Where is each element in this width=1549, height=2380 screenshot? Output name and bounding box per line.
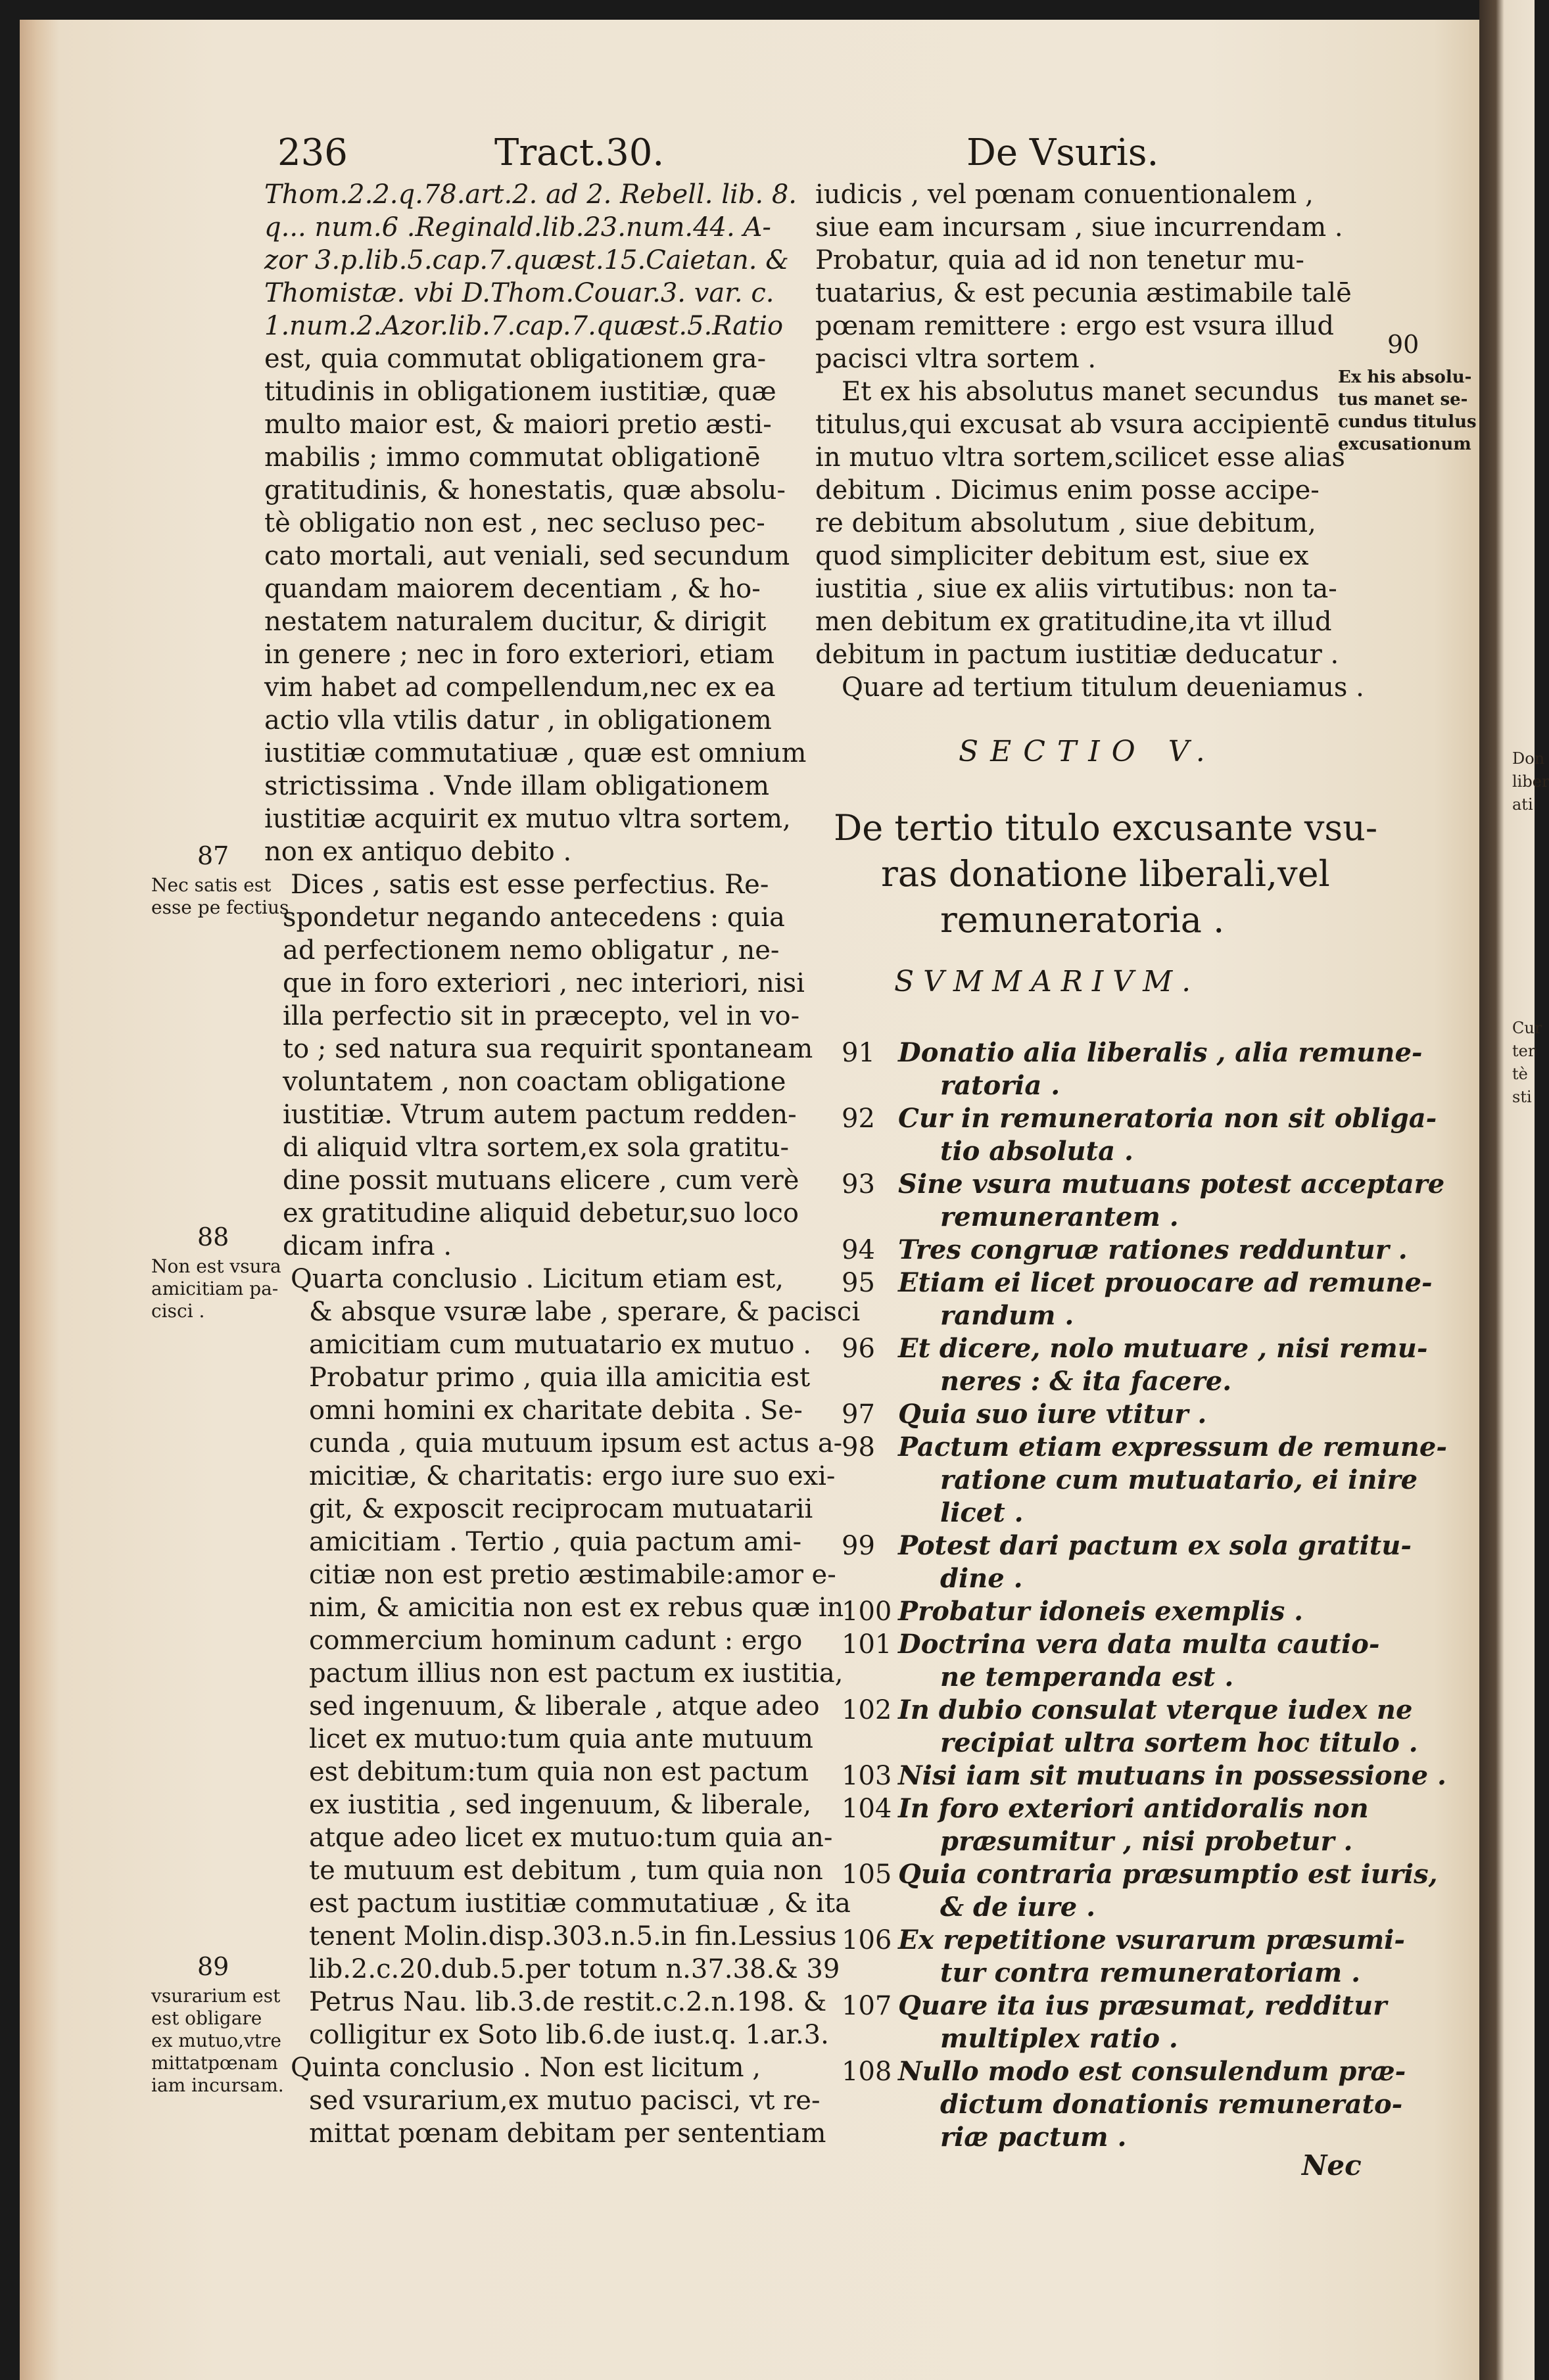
left-text-line: nestatem naturalem ducitur, & dirigit xyxy=(264,607,767,637)
left-text-line: spondetur negando antecedens : quia xyxy=(283,902,785,933)
gutter-fragment: Cur xyxy=(1512,1019,1542,1037)
right-text-line: Quare ad tertium titulum deueniamus . xyxy=(842,672,1364,703)
margin-note-line: tus manet se- xyxy=(1338,390,1468,409)
left-text-line: lib.2.c.20.dub.5.per totum n.37.38.& 39 xyxy=(309,1954,840,1984)
left-text-line: quandam maiorem decentiam , & ho- xyxy=(264,574,761,604)
right-text-line: re debitum absolutum , siue debitum, xyxy=(815,508,1316,538)
left-text-line: tè obligatio non est , nec secluso pec- xyxy=(264,508,765,538)
left-text-line: ex iustitia , sed ingenuum, & liberale, xyxy=(309,1790,812,1820)
summarium-label: SVMMARIVM. xyxy=(894,965,1201,998)
left-text-line: Dices , satis est esse perfectius. Re- xyxy=(291,870,769,900)
right-text-line: quod simpliciter debitum est, siue ex xyxy=(815,541,1309,571)
next-page-gutter xyxy=(1479,0,1549,2380)
summarium-number: 101 xyxy=(842,1629,892,1660)
left-text-line: Quinta conclusio . Non est licitum , xyxy=(291,2053,761,2083)
summarium-number: 98 xyxy=(842,1432,875,1462)
summarium-line: Pactum etiam expressum de remune- xyxy=(898,1432,1447,1462)
summarium-line: licet . xyxy=(940,1497,1024,1528)
left-text-line: nim, & amicitia non est ex rebus quæ in xyxy=(309,1593,844,1623)
left-text-line: commercium hominum cadunt : ergo xyxy=(309,1625,803,1656)
summarium-number: 106 xyxy=(842,1925,892,1955)
right-text-line: pacisci vltra sortem . xyxy=(815,344,1097,374)
left-text-line: 1.num.2.Azor.lib.7.cap.7.quæst.5.Ratio xyxy=(264,311,784,341)
right-text-line: titulus,qui excusat ab vsura accipientē xyxy=(815,409,1330,440)
left-text-line: mittat pœnam debitam per sententiam xyxy=(309,2118,826,2149)
summarium-line: Sine vsura mutuans potest acceptare xyxy=(898,1169,1445,1200)
left-text-line: Quarta conclusio . Licitum etiam est, xyxy=(291,1264,784,1294)
summarium-line: multiplex ratio . xyxy=(940,2023,1178,2054)
left-text-line: illa perfectio sit in præcepto, vel in vo- xyxy=(283,1001,800,1031)
summarium-line: riæ pactum . xyxy=(940,2122,1127,2153)
left-text-line: titudinis in obligationem iustitiæ, quæ xyxy=(264,377,776,407)
left-text-line: vim habet ad compellendum,nec ex ea xyxy=(264,672,776,703)
margin-note-line: Ex his absolu- xyxy=(1338,367,1472,387)
left-text-line: atque adeo licet ex mutuo:tum quia an- xyxy=(309,1823,833,1853)
summarium-line: Etiam ei licet prouocare ad remune- xyxy=(898,1267,1433,1298)
right-text-line: iudicis , vel pœnam conuentionalem , xyxy=(815,179,1314,210)
left-text-line: iustitiæ commutatiuæ , quæ est omnium xyxy=(264,738,807,768)
summarium-line: Doctrina vera data multa cautio- xyxy=(898,1629,1380,1660)
margin-note-line: Non est vsura xyxy=(151,1255,281,1277)
summarium-line: Nisi iam sit mutuans in possessione . xyxy=(898,1760,1446,1791)
left-text-line: git, & exposcit reciprocam mutuatarii xyxy=(309,1494,813,1524)
left-text-line: strictissima . Vnde illam obligationem xyxy=(264,771,770,801)
left-text-line: voluntatem , non coactam obligatione xyxy=(283,1067,786,1097)
gutter-fragment: ter xyxy=(1512,1042,1536,1060)
left-text-line: citiæ non est pretio æstimabile:amor e- xyxy=(309,1560,836,1590)
left-text-line: micitiæ, & charitatis: ergo iure suo exi- xyxy=(309,1461,836,1491)
gutter-fragment: ati xyxy=(1512,795,1533,814)
left-text-line: omni homini ex charitate debita . Se- xyxy=(309,1395,803,1426)
margin-note-line: cundus titulus xyxy=(1338,412,1477,432)
section-label: SECTIO V. xyxy=(959,735,1217,768)
right-text-line: debitum . Dicimus enim posse accipe- xyxy=(815,475,1320,505)
left-text-line: est debitum:tum quia non est pactum xyxy=(309,1757,809,1787)
section-title-line: remuneratoria . xyxy=(940,899,1225,941)
left-text-line: non ex antiquo debito . xyxy=(264,837,572,867)
margin-note-line: est obligare xyxy=(151,2007,262,2029)
summarium-line: Tres congruæ rationes redduntur . xyxy=(898,1234,1408,1265)
summarium-line: In dubio consulat vterque iudex ne xyxy=(898,1694,1413,1725)
summarium-line: Quia suo iure vtitur . xyxy=(898,1399,1207,1430)
summarium-line: ne temperanda est . xyxy=(940,1662,1234,1692)
left-text-line: dicam infra . xyxy=(283,1231,452,1261)
left-text-line: est, quia commutat obligationem gra- xyxy=(264,344,767,374)
margin-note-line: esse pe fectius xyxy=(151,897,289,918)
left-text-line: multo maior est, & maiori pretio æsti- xyxy=(264,409,772,440)
margin-note-line: iam incursam. xyxy=(151,2074,284,2096)
summarium-line: Cur in remuneratoria non sit obliga- xyxy=(898,1103,1437,1134)
left-text-line: sed ingenuum, & liberale , atque adeo xyxy=(309,1691,820,1721)
summarium-line: Quia contraria præsumptio est iuris, xyxy=(898,1859,1438,1890)
margin-note-line: Nec satis est xyxy=(151,874,272,896)
summarium-line: dictum donationis remunerato- xyxy=(940,2089,1403,2120)
left-text-line: licet ex mutuo:tum quia ante mutuum xyxy=(309,1724,813,1754)
summarium-number: 94 xyxy=(842,1235,875,1265)
summarium-line: Et dicere, nolo mutuare , nisi remu- xyxy=(898,1333,1428,1364)
left-text-line: sed vsurarium,ex mutuo pacisci, vt re- xyxy=(309,2086,821,2116)
right-text-line: pœnam remittere : ergo est vsura illud xyxy=(815,311,1334,341)
margin-note-line: amicitiam pa- xyxy=(151,1278,279,1299)
summarium-line: dine . xyxy=(940,1563,1023,1594)
section-title-line: De tertio titulo excusante vsu- xyxy=(834,807,1378,849)
section-title-line: ras donatione liberali,vel xyxy=(881,853,1330,895)
right-text-line: Probatur, quia ad id non tenetur mu- xyxy=(815,245,1304,275)
margin-note-line: ex mutuo,vtre xyxy=(151,2030,281,2051)
summarium-line: Quare ita ius præsumat, redditur xyxy=(898,1990,1387,2021)
summarium-line: Ex repetitione vsurarum præsumi- xyxy=(898,1925,1405,1955)
left-text-line: dine possit mutuans elicere , cum verè xyxy=(283,1165,799,1196)
summarium-number: 105 xyxy=(842,1859,892,1890)
summarium-number: 108 xyxy=(842,2057,892,2087)
margin-note-line: vsurarium est xyxy=(151,1985,281,2007)
summarium-number: 96 xyxy=(842,1334,875,1364)
margin-note-number: 87 xyxy=(197,841,229,870)
right-text-line: debitum in pactum iustitiæ deducatur . xyxy=(815,640,1339,670)
right-text-line: men debitum ex gratitudine,ita vt illud xyxy=(815,607,1332,637)
left-text-line: iustitiæ acquirit ex mutuo vltra sortem, xyxy=(264,804,791,834)
running-head-tract: Tract.30. xyxy=(494,131,665,174)
gutter-fragment: sti xyxy=(1512,1088,1532,1106)
left-text-line: ex gratitudine aliquid debetur,suo loco xyxy=(283,1198,799,1228)
left-text-line: q... num.6 .Reginald.lib.23.num.44. A- xyxy=(264,212,771,243)
running-head-title: De Vsuris. xyxy=(966,131,1159,174)
left-text-line: gratitudinis, & honestatis, quæ absolu- xyxy=(264,475,786,505)
right-text-line: tuatarius, & est pecunia æstimabile talē xyxy=(815,278,1352,308)
margin-note-line: mittatpœnam xyxy=(151,2052,278,2074)
left-text-line: te mutuum est debitum , tum quia non xyxy=(309,1855,823,1886)
summarium-line: ratoria . xyxy=(940,1070,1060,1101)
left-text-line: est pactum iustitiæ commutatiuæ , & ita xyxy=(309,1888,851,1919)
left-text-line: Thomistæ. vbi D.Thom.Couar.3. var. c. xyxy=(264,278,774,308)
left-text-line: que in foro exteriori , nec interiori, nisi xyxy=(283,968,805,998)
summarium-number: 92 xyxy=(842,1104,875,1134)
catchword: Nec xyxy=(1302,2149,1362,2182)
summarium-line: & de iure . xyxy=(940,1892,1096,1923)
left-text-line: iustitiæ. Vtrum autem pactum redden- xyxy=(283,1100,797,1130)
summarium-line: Donatio alia liberalis , alia remune- xyxy=(898,1037,1423,1068)
margin-note-line: excusationum xyxy=(1338,434,1471,454)
summarium-line: recipiat ultra sortem hoc titulo . xyxy=(940,1727,1418,1758)
summarium-number: 102 xyxy=(842,1695,892,1725)
left-text-line: cunda , quia mutuum ipsum est actus a- xyxy=(309,1428,843,1458)
summarium-line: Potest dari pactum ex sola gratitu- xyxy=(898,1530,1412,1561)
page-number: 236 xyxy=(277,131,348,174)
book-page xyxy=(20,20,1499,2380)
summarium-number: 99 xyxy=(842,1531,875,1561)
summarium-number: 100 xyxy=(842,1597,892,1627)
margin-note-line: cisci . xyxy=(151,1300,205,1322)
margin-note-number: 88 xyxy=(197,1223,229,1251)
summarium-line: Probatur idoneis exemplis . xyxy=(898,1596,1304,1627)
left-text-line: ad perfectionem nemo obligatur , ne- xyxy=(283,935,780,966)
summarium-number: 97 xyxy=(842,1399,875,1430)
left-text-line: mabilis ; immo commutat obligationē xyxy=(264,442,761,473)
summarium-number: 91 xyxy=(842,1038,875,1068)
margin-note-number: 89 xyxy=(197,1952,229,1981)
summarium-line: randum . xyxy=(940,1300,1074,1331)
gutter-fragment: liber xyxy=(1512,772,1549,791)
left-text-line: in genere ; nec in foro exteriori, etiam xyxy=(264,640,774,670)
left-text-line: Petrus Nau. lib.3.de restit.c.2.n.198. & xyxy=(309,1987,827,2017)
summarium-line: neres : & ita facere. xyxy=(940,1366,1232,1397)
summarium-number: 104 xyxy=(842,1794,892,1824)
gutter-fragment: tè xyxy=(1512,1065,1528,1083)
left-text-line: colligitur ex Soto lib.6.de iust.q. 1.ar.3. xyxy=(309,2020,829,2050)
left-text-line: Thom.2.2.q.78.art.2. ad 2. Rebell. lib. 8. xyxy=(264,179,797,210)
right-text-line: siue eam incursam , siue incurrendam . xyxy=(815,212,1343,243)
right-text-line: Et ex his absolutus manet secundus xyxy=(842,377,1320,407)
summarium-line: præsumitur , nisi probetur . xyxy=(940,1826,1353,1857)
left-text-line: zor 3.p.lib.5.cap.7.quæst.15.Caietan. & xyxy=(264,245,789,275)
summarium-number: 93 xyxy=(842,1169,875,1200)
summarium-line: tur contra remuneratoriam . xyxy=(940,1957,1361,1988)
left-text-line: Probatur primo , quia illa amicitia est xyxy=(309,1363,811,1393)
summarium-line: tio absoluta . xyxy=(940,1136,1133,1167)
right-text-line: in mutuo vltra sortem,scilicet esse alias xyxy=(815,442,1345,473)
summarium-line: In foro exteriori antidoralis non xyxy=(898,1793,1369,1824)
summarium-number: 103 xyxy=(842,1761,892,1791)
summarium-number: 95 xyxy=(842,1268,875,1298)
left-text-line: amicitiam . Tertio , quia pactum ami- xyxy=(309,1527,802,1557)
summarium-line: Nullo modo est consulendum præ- xyxy=(898,2056,1406,2087)
summarium-line: remunerantem . xyxy=(940,1202,1179,1232)
left-text-line: actio vlla vtilis datur , in obligationem xyxy=(264,705,772,735)
left-text-line: di aliquid vltra sortem,ex sola gratitu- xyxy=(283,1132,789,1163)
summarium-line: ratione cum mutuatario, ei inire xyxy=(940,1464,1418,1495)
left-text-line: & absque vsuræ labe , sperare, & pacisci xyxy=(309,1297,861,1327)
left-text-line: to ; sed natura sua requirit spontaneam xyxy=(283,1034,813,1064)
margin-note-number: 90 xyxy=(1387,330,1419,359)
left-text-line: tenent Molin.disp.303.n.5.in fin.Lessius xyxy=(309,1921,837,1951)
left-text-line: amicitiam cum mutuatario ex mutuo . xyxy=(309,1330,811,1360)
left-text-line: cato mortali, aut veniali, sed secundum xyxy=(264,541,790,571)
left-text-line: pactum illius non est pactum ex iustitia, xyxy=(309,1658,844,1689)
summarium-number: 107 xyxy=(842,1991,892,2021)
right-text-line: iustitia , siue ex aliis virtutibus: non ta- xyxy=(815,574,1337,604)
gutter-fragment: Don xyxy=(1512,749,1545,768)
